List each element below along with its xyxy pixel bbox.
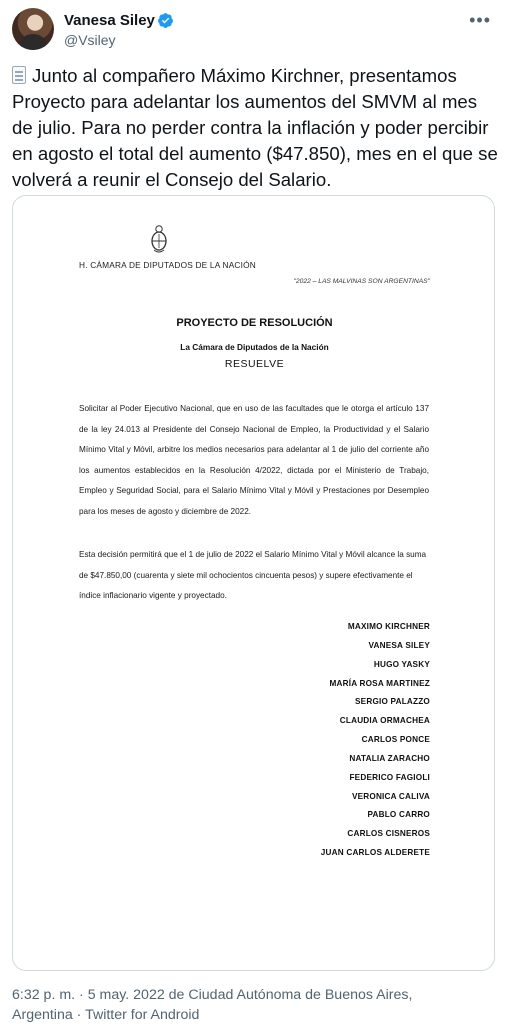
signer: MARÍA ROSA MARTINEZ <box>329 678 430 688</box>
tweet-text <box>12 63 498 193</box>
resolution-paragraph-1: Solicitar al Poder Ejecutivo Nacional, que en uso de las facultades que le otorga el artículo 137 de la ley 24.013 al Presidente del Consejo Nacional de Empleo, la Productividad y el Salario Mínimo Vital y Móvil, arbitre los medios necesarios para adelantar al 1 de julio del corriente año los aumentos establecidos en la Resolución 4/2022, dictada por el Ministerio de Trabajo, Empleo y Seguridad Social, para el Salario Mínimo Vital y Móvil y Prestaciones por Desempleo para los meses de agosto y diciembre de 2022. <box>79 404 429 516</box>
document-motto: "2022 – LAS MALVINAS SON ARGENTINAS" <box>293 278 430 285</box>
resolution-document <box>13 196 494 970</box>
signer: MAXIMO KIRCHNER <box>347 622 430 631</box>
signer: FEDERICO FAGIOLI <box>349 772 430 782</box>
signers-list <box>321 618 430 863</box>
document-title: PROYECTO DE RESOLUCIÓN <box>176 317 333 329</box>
tweet-metadata <box>12 985 495 1024</box>
author-handle[interactable]: @Vsiley <box>64 32 116 48</box>
signer: CARLOS PONCE <box>361 735 430 745</box>
resolves-heading: RESUELVE <box>224 358 285 370</box>
author-name[interactable]: Vanesa Siley <box>64 12 155 29</box>
signer: CLAUDIA ORMACHEA <box>339 716 430 726</box>
more-options-icon[interactable]: ••• <box>469 10 491 30</box>
signer: JUAN CARLOS ALDERETE <box>320 848 430 858</box>
signer: VERONICA CALIVA <box>351 791 430 801</box>
signer: NATALIA ZARACHO <box>349 753 430 763</box>
signer: VANESA SILEY <box>368 640 430 650</box>
signer: PABLO CARRO <box>367 810 430 820</box>
page-facing-up-icon <box>12 66 26 84</box>
resolution-paragraph-2: Esta decisión permitirá que el 1 de julio de 2022 el Salario Mínimo Vital y Móvil alcance la suma de $47.850,00 (cuarenta y siete mil ochocientos cincuenta pesos) y supere efectivamente el índice inflacionario vigente y proyectado. <box>79 550 427 600</box>
source-client[interactable]: Argentina · Twitter for Android <box>12 1007 200 1023</box>
tweet-header <box>12 8 495 52</box>
tweet-body: Junto al compañero Máximo Kirchner, presentamos Proyecto para adelantar los aumentos del SMVM al mes de julio. Para no perder contra la inflación y poder percibir en agosto el total del aumento ($47.850), mes en el que se volverá a reunir el Consejo del Salario. <box>12 65 498 190</box>
chamber-heading: H. CÁMARA DE DIPUTADOS DE LA NACIÓN <box>79 260 256 270</box>
signer: HUGO YASKY <box>373 659 430 669</box>
signer: SERGIO PALAZZO <box>355 697 430 707</box>
document-subtitle: La Cámara de Diputados de la Nación <box>180 342 329 352</box>
attached-image[interactable] <box>12 195 495 971</box>
verified-badge-icon <box>157 12 174 29</box>
argentine-coat-of-arms-icon <box>149 224 169 254</box>
signer: CARLOS CISNEROS <box>347 829 430 839</box>
timestamp-location[interactable]: 6:32 p. m. · 5 may. 2022 de Ciudad Autónoma de Buenos Aires, <box>12 987 413 1003</box>
avatar[interactable] <box>12 8 54 50</box>
